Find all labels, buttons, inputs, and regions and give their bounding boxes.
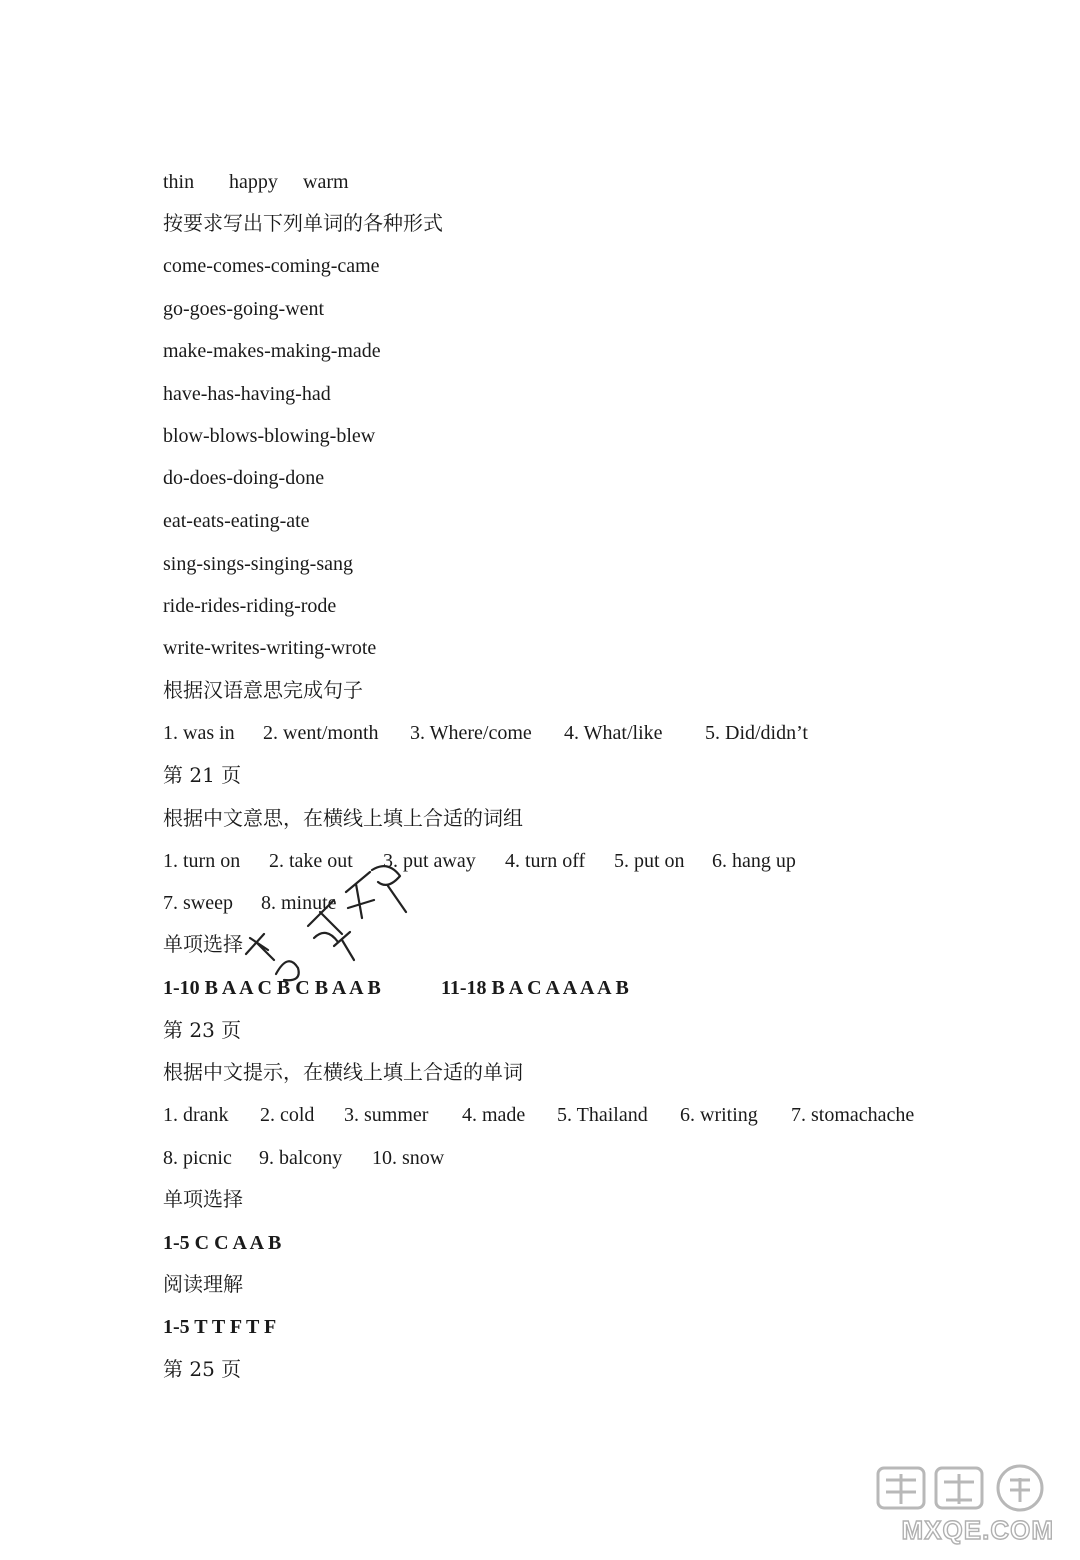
answer-item: 2. went/month [263, 722, 379, 744]
answer-item: 9. balcony [259, 1147, 343, 1169]
answer-item: 1. turn on [163, 850, 241, 872]
answer-row [163, 1146, 1043, 1170]
word-forms-line: have-has-having-had [163, 383, 331, 405]
watermark [870, 1460, 1060, 1550]
word-item: thin [163, 171, 195, 193]
word-forms-line: do-does-doing-done [163, 467, 325, 489]
answer-item: 1. drank [163, 1104, 229, 1126]
answer-line: 1-5 C C A A B [163, 1232, 282, 1254]
answer-item: 10. snow [372, 1147, 445, 1169]
section-heading: 单项选择 [163, 1187, 243, 1211]
answer-item: 8. minute [261, 892, 337, 914]
answer-item: 8. picnic [163, 1147, 232, 1169]
section-heading: 阅读理解 [163, 1272, 243, 1296]
watermark-logo-icon [870, 1460, 1060, 1516]
word-forms-line: blow-blows-blowing-blew [163, 425, 376, 447]
section-heading: 根据汉语意思完成句子 [163, 678, 363, 702]
answer-item: 6. writing [680, 1104, 758, 1126]
word-forms-line: write-writes-writing-wrote [163, 637, 377, 659]
page-number-heading: 第 25 页 [163, 1357, 242, 1381]
answer-item: 7. stomachache [791, 1104, 915, 1126]
word-item: warm [303, 171, 349, 193]
watermark-text: MXQE.COM [901, 1515, 1054, 1545]
word-forms-line: come-comes-coming-came [163, 255, 380, 277]
answer-item: 3. summer [344, 1104, 429, 1126]
answer-row [163, 721, 1043, 745]
word-item: happy [229, 171, 278, 193]
section-heading: 单项选择 [163, 932, 243, 956]
section-heading: 根据中文意思，在横线上填上合适的词组 [163, 806, 523, 830]
answer-item: 4. made [462, 1104, 526, 1126]
word-forms-line: ride-rides-riding-rode [163, 595, 337, 617]
word-forms-line: eat-eats-eating-ate [163, 510, 310, 532]
answer-item: 6. hang up [712, 850, 796, 872]
answer-item: 5. Did/didn’t [705, 722, 808, 744]
section-heading: 按要求写出下列单词的各种形式 [163, 211, 443, 235]
answer-item: 1. was in [163, 722, 235, 744]
answer-item: 2. take out [269, 850, 353, 872]
answer-item: 5. Thailand [557, 1104, 648, 1126]
answer-item: 3. put away [383, 850, 476, 872]
answer-row [163, 1103, 1043, 1127]
answer-line: 1-5 T T F T F [163, 1316, 277, 1338]
answer-item: 3. Where/come [410, 722, 532, 744]
word-forms-line: go-goes-going-went [163, 298, 325, 320]
answer-item: 11-18 B A C A A A A B [441, 977, 629, 999]
answer-item: 2. cold [260, 1104, 315, 1126]
answer-item: 7. sweep [163, 892, 233, 914]
section-heading: 根据中文提示，在横线上填上合适的单词 [163, 1060, 523, 1084]
answer-item: 5. put on [614, 850, 685, 872]
answer-item: 4. turn off [505, 850, 586, 872]
answer-item: 4. What/like [564, 722, 663, 744]
page-number-heading: 第 23 页 [163, 1018, 242, 1042]
page-number-heading: 第 21 页 [163, 763, 242, 787]
answer-item: 1-10 B A A C B C B A A B [163, 977, 381, 999]
handwritten-signature [238, 842, 418, 992]
word-forms-line: make-makes-making-made [163, 340, 381, 362]
adjective-row [163, 170, 1043, 194]
word-forms-line: sing-sings-singing-sang [163, 553, 353, 575]
